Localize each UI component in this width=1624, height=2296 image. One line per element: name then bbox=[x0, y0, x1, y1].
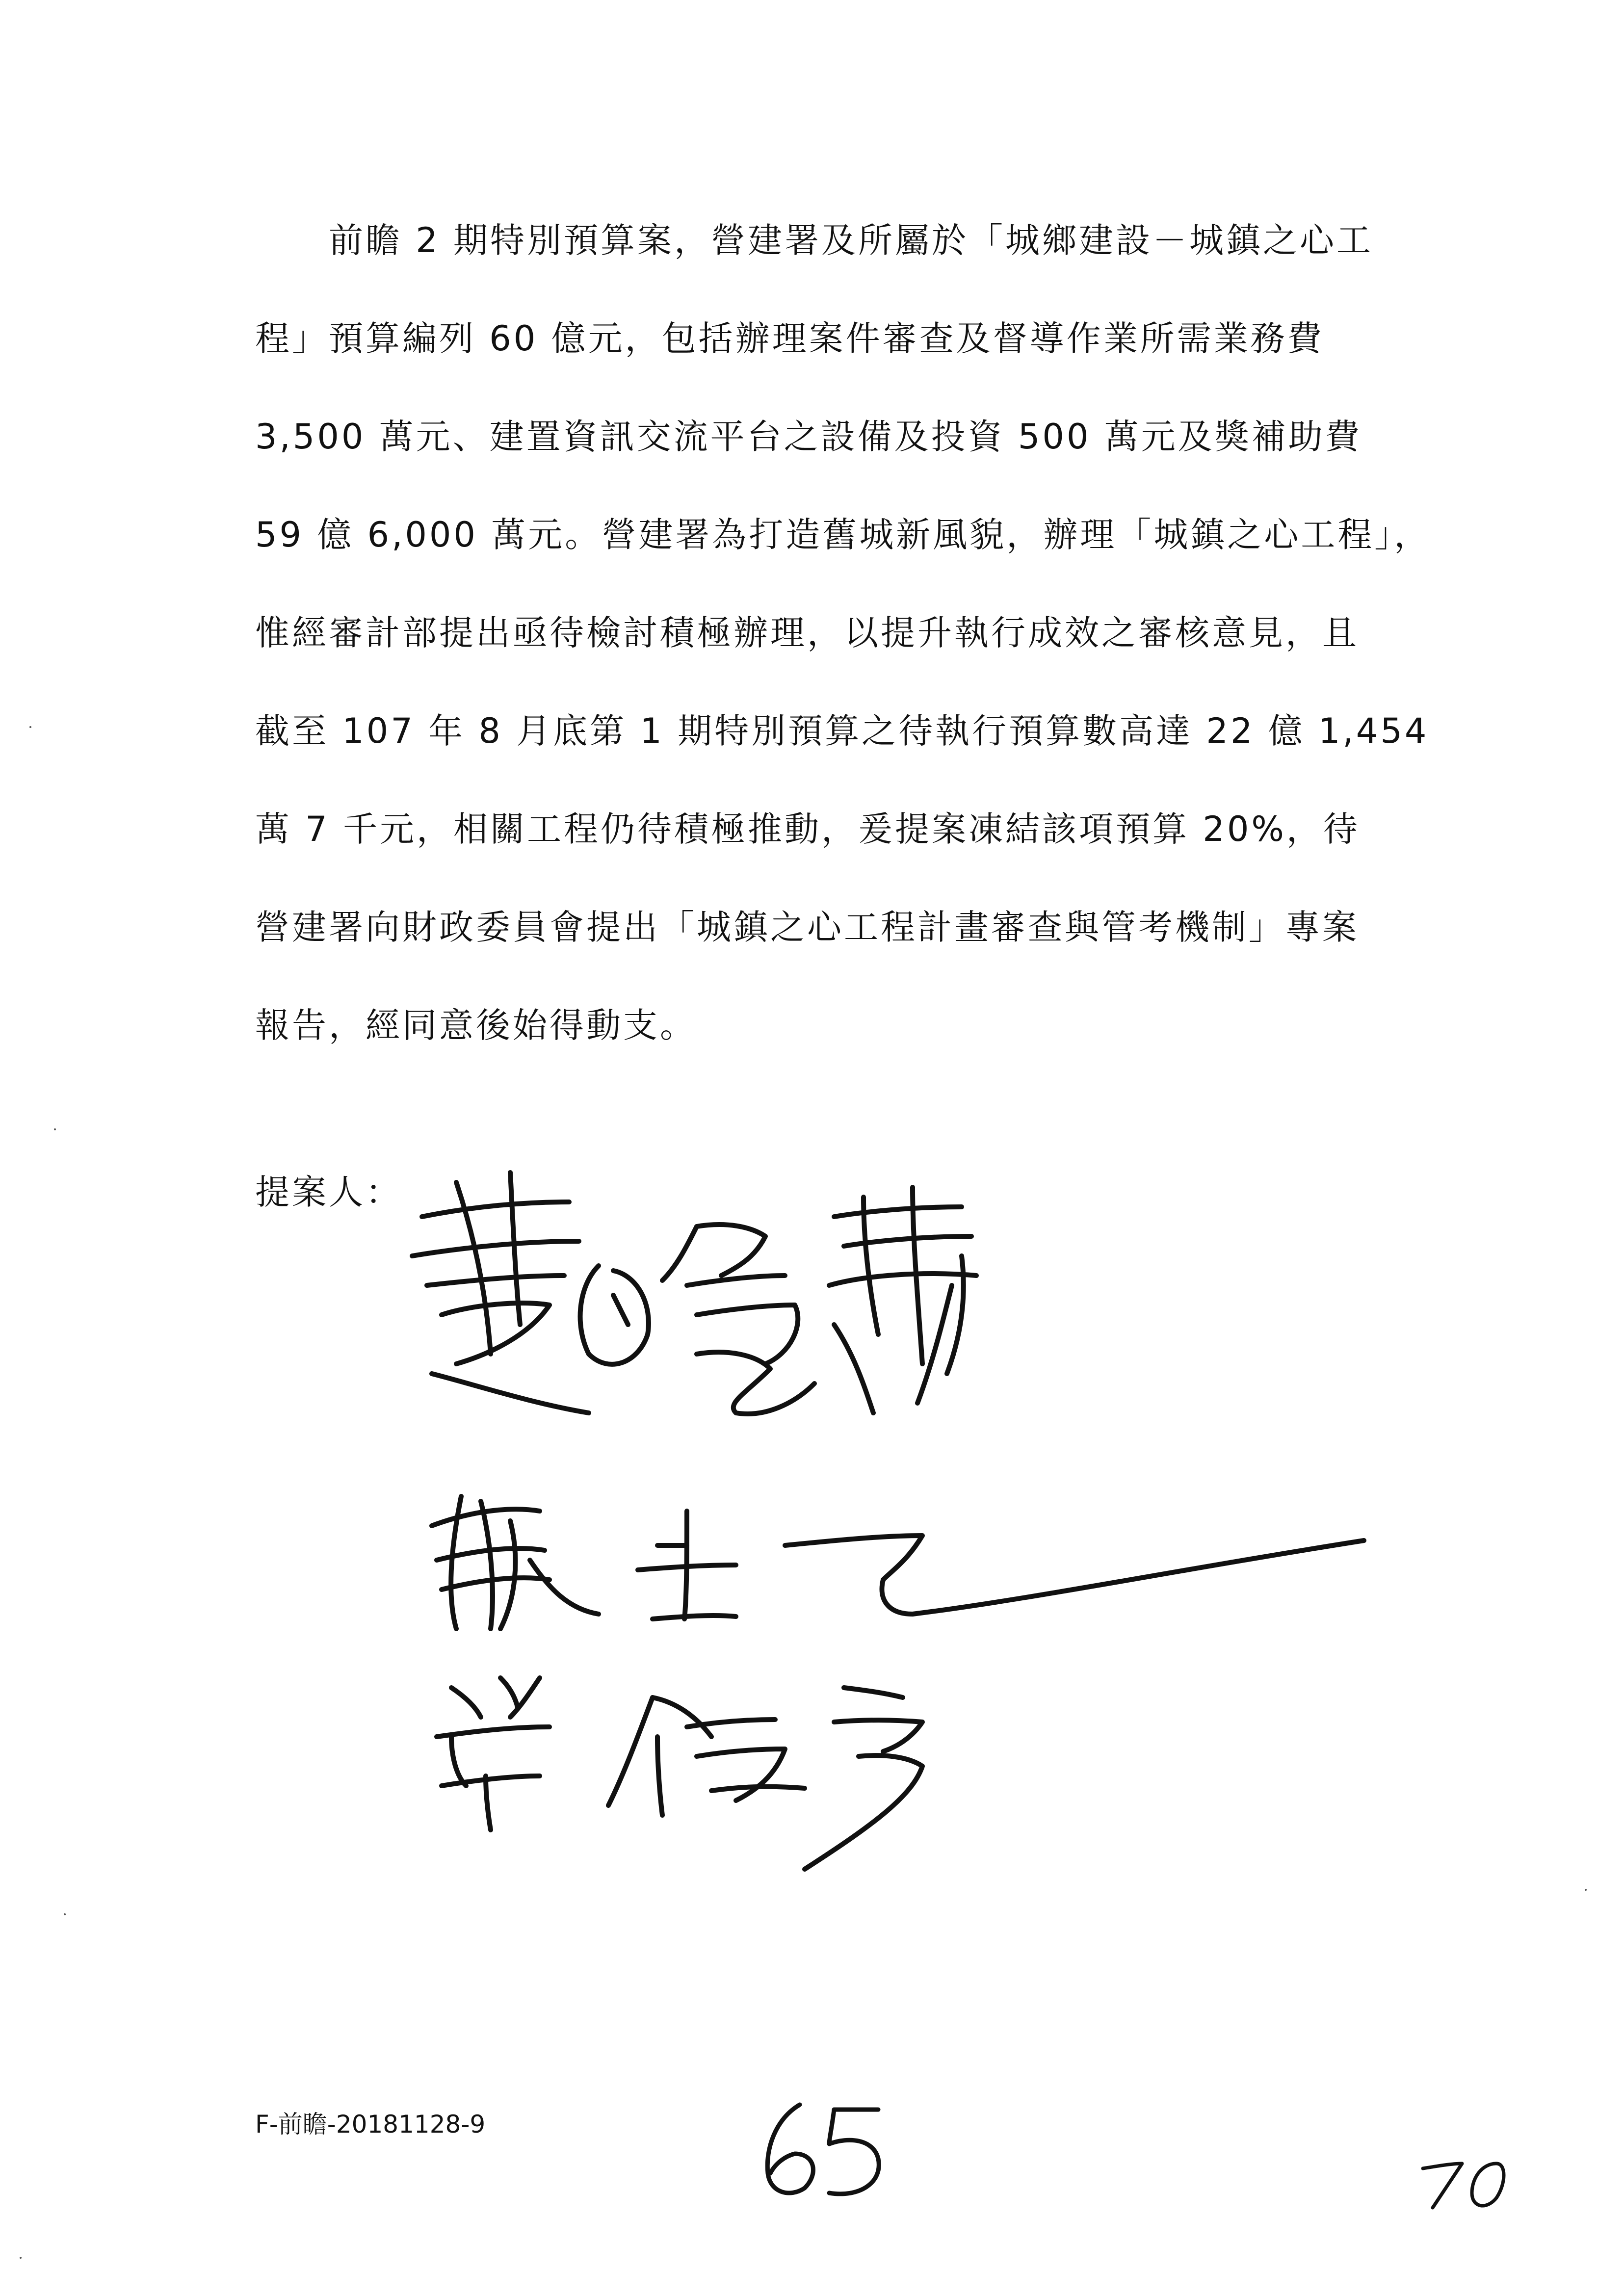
paragraph-line-1: 前瞻 2 期特別預算案，營建署及所屬於「城鄉建設－城鎮之心工 bbox=[329, 220, 1374, 261]
scan-artifact bbox=[20, 2257, 22, 2259]
document-code: F-前瞻-20181128-9 bbox=[255, 2110, 486, 2139]
paragraph-line-4: 59 億 6,000 萬元。營建署為打造舊城新風貌，辦理「城鎮之心工程」， bbox=[255, 515, 1431, 555]
paragraph-line-3: 3,500 萬元、建置資訊交流平台之設備及投資 500 萬元及獎補助費 bbox=[255, 417, 1362, 457]
paragraph-line-7: 萬 7 千元，相關工程仍待積極推動，爰提案凍結該項預算 20%，待 bbox=[255, 809, 1360, 849]
paragraph-line-9: 報告，經同意後始得動支。 bbox=[255, 1005, 697, 1045]
paragraph-line-5: 惟經審計部提出亟待檢討積極辦理，以提升執行成效之審核意見，且 bbox=[255, 613, 1359, 653]
signature-3 bbox=[437, 1678, 922, 1869]
paragraph-line-8: 營建署向財政委員會提出「城鎮之心工程計畫審查與管考機制」專案 bbox=[255, 907, 1359, 947]
scan-artifact bbox=[64, 1913, 66, 1915]
scan-artifact bbox=[54, 1128, 56, 1130]
scan-artifact bbox=[1585, 1889, 1587, 1891]
handwritten-corner-number bbox=[1423, 2164, 1504, 2208]
paragraph-line-6: 截至 107 年 8 月底第 1 期特別預算之待執行預算數高達 22 億 1,454 bbox=[255, 711, 1429, 751]
scan-artifact bbox=[29, 726, 31, 728]
proposer-label: 提案人： bbox=[255, 1172, 402, 1212]
paragraph-line-2: 程」預算編列 60 億元，包括辦理案件審查及督導作業所需業務費 bbox=[255, 318, 1324, 359]
signature-2 bbox=[432, 1496, 1364, 1629]
handwritten-page-number bbox=[767, 2105, 879, 2194]
signature-1 bbox=[412, 1173, 976, 1414]
